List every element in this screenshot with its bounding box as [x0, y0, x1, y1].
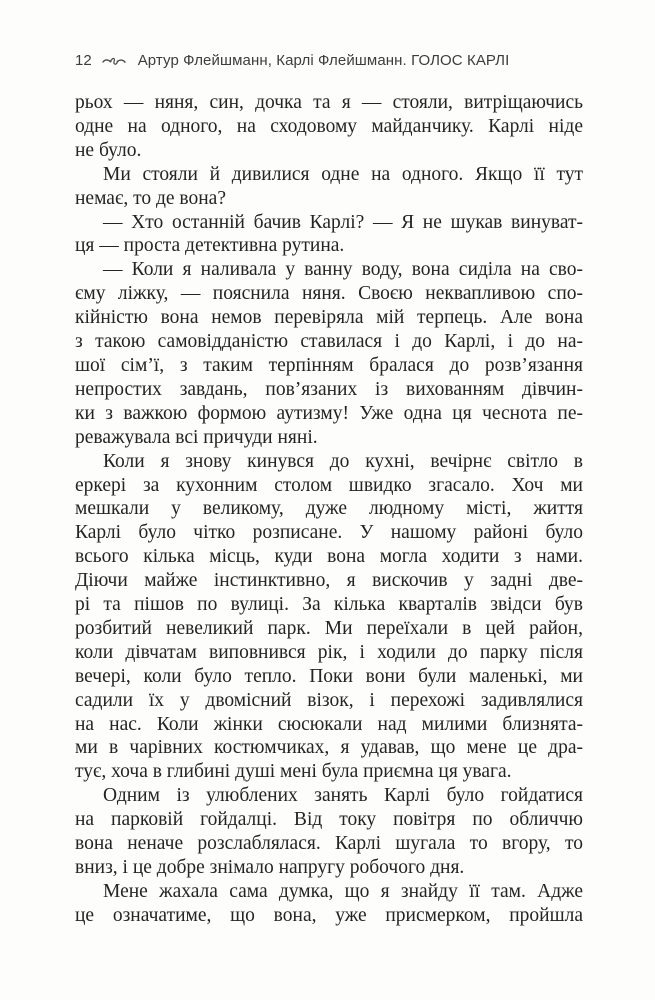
- text-line: з такою самовідданістю ставилася і до Карлі, і до на-: [75, 331, 583, 353]
- text-line: мешкали у великому, дуже людному місті, життя: [75, 498, 583, 520]
- text-line: реважувала всі причуди няні.: [75, 426, 318, 448]
- text-line: це означатиме, що вона, уже присмерком, пройшла: [75, 904, 583, 926]
- text-line: Діючи майже інстинктивно, я вискочив у задні две-: [75, 570, 583, 592]
- paragraph: [75, 258, 583, 449]
- paragraph: [75, 91, 583, 163]
- text-line: ми в чарівних костюмчиках, я удавав, що мене це дра-: [75, 737, 583, 759]
- paragraph: [75, 450, 583, 785]
- text-line: вечері, коли було тепло. Поки вони були маленькі, ми: [75, 665, 583, 687]
- text-line: одне на одного, на сходовому майданчику. Карлі ніде: [75, 115, 583, 137]
- text-line: рьох — няня, син, дочка та я — стояли, витріщаючись: [75, 92, 583, 113]
- text-line: непростих завдань, пов’язаних із вихованням дівчин-: [75, 378, 583, 400]
- text-line: вниз, і це добре знімало напругу робочого дня.: [75, 857, 465, 878]
- text-line: еркері за кухонним столом швидко згасало. Хоч ми: [75, 474, 583, 496]
- text-line: тує, хоча в глибині душі мені була приємна ця увага.: [75, 761, 512, 783]
- text-line: Одним із улюблених занять Карлі було гойдатися: [103, 785, 583, 807]
- body-text: [75, 91, 583, 928]
- text-line: кійністю вона немов перевіряла мій терпець. Але вона: [75, 307, 583, 329]
- paragraph: [75, 163, 583, 211]
- text-line: розбитий невеликий парк. Ми переїхали в цей район,: [75, 617, 583, 639]
- text-line: ки з важкою формою аутизму! Уже одна ця чеснота пе-: [75, 402, 583, 424]
- text-line: на парковій гойдалці. Від току повітря по обличчю: [75, 809, 583, 831]
- text-line: немає, то де вона?: [75, 187, 226, 209]
- text-line: — Хто останній бачив Карлі? — Я не шукав винуват-: [103, 211, 583, 233]
- running-header: [75, 52, 583, 70]
- text-line: Ми стояли й дивилися одне на одного. Якщо її тут: [103, 163, 583, 185]
- paragraph: [75, 211, 583, 259]
- running-title: Артур Флейшманн, Карлі Флейшманн. ГОЛОС КАРЛІ: [137, 52, 510, 69]
- text-line: вона неначе розслаблялася. Карлі шугала то вгору, то: [75, 833, 583, 855]
- text-line: ця — проста детективна рутина.: [75, 235, 345, 257]
- text-line: коли дівчатам виповнився рік, і ходили до парку після: [75, 641, 583, 663]
- text-line: єму ліжку, — пояснила няня. Своєю неквапливою спо-: [75, 283, 583, 305]
- text-line: всього кілька місць, куди вона могла ходити з нами.: [75, 546, 583, 568]
- text-line: шої сім’ї, з таким терпінням бралася до розв’язання: [75, 354, 583, 376]
- text-line: рі та пішов по вулиці. За кілька кварталів звідси був: [75, 594, 583, 616]
- text-line: на нас. Коли жінки сюсюкали над милими близнята-: [75, 713, 583, 735]
- text-line: — Коли я наливала у ванну воду, вона сиділа на сво-: [103, 259, 583, 281]
- page-number: 12: [75, 52, 92, 69]
- paragraph: [75, 784, 583, 880]
- paragraph: [75, 880, 583, 928]
- text-line: не було.: [75, 139, 142, 161]
- floral-flourish-icon: [102, 56, 126, 67]
- text-line: Карлі було чітко розписане. У нашому районі було: [75, 522, 583, 544]
- text-line: Коли я знову кинувся до кухні, вечірнє світло в: [103, 450, 583, 472]
- text-line: Мене жахала сама думка, що я знайду її там. Адже: [103, 880, 583, 902]
- text-line: садили їх у двомісний візок, і перехожі задивлялися: [75, 689, 583, 711]
